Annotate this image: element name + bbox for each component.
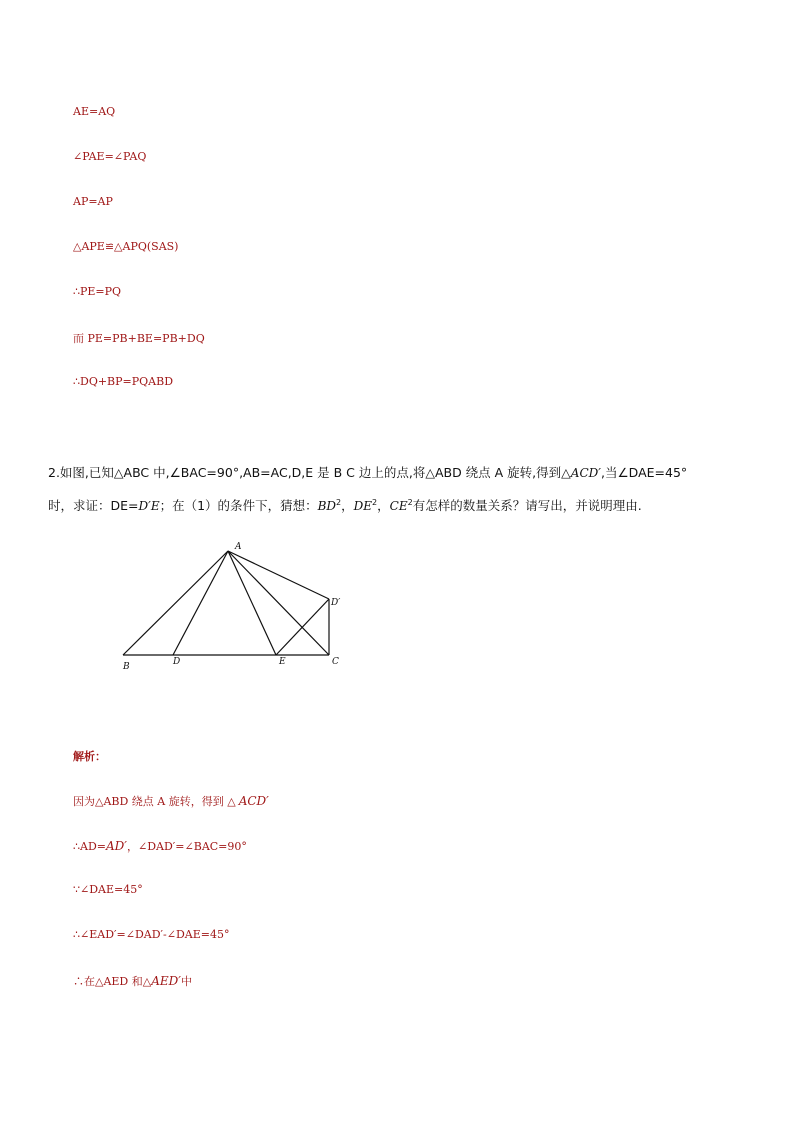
proof-line-5: ∴PE=PQ (73, 285, 122, 298)
problem-line-2: 时，求证：DE=D′E；在（1）的条件下，猜想：$BD^2$，$DE^2$，$CE^2$有怎样的数量关系？请写出，并说明理由. (48, 497, 642, 513)
segment-AC (228, 551, 329, 655)
segment-AD-prime (228, 551, 329, 599)
proof-line-3: AP=AP (73, 195, 113, 208)
segment-AB (123, 551, 228, 655)
proof-line-2: ∠PAE=∠PAQ (73, 150, 147, 163)
label-C: C (332, 657, 339, 667)
geometry-figure (118, 538, 358, 678)
analysis-line-2: ∴AD=AD′，∠DAD′=∠BAC=90° (73, 839, 247, 853)
label-E: E (279, 657, 286, 667)
proof-line-6: 而 PE=PB+BE=PB+DQ (73, 332, 205, 345)
problem-line-1: 2.如图,已知△ABC 中,∠BAC=90°,AB=AC,D,E 是 B C 边上的点,将△ABD 绕点 A 旋转,得到△ACD′,当∠DAE=45° (48, 465, 688, 480)
analysis-line-5: ∴在△AED 和△AED′中 (73, 974, 192, 988)
label-A: A (235, 542, 242, 552)
label-B: B (123, 662, 130, 672)
proof-line-4: △APE≌△APQ(SAS) (73, 240, 179, 253)
proof-line-1: AE=AQ (73, 105, 116, 118)
proof-line-7: ∴DQ+BP=PQABD (73, 375, 174, 388)
label-D: D (173, 657, 181, 667)
segment-AD (173, 551, 228, 655)
label-D-prime: D′ (331, 598, 341, 608)
analysis-title: 解析： (73, 750, 106, 763)
analysis-line-4: ∴∠EAD′=∠DAD′-∠DAE=45° (73, 928, 230, 941)
analysis-line-3: ∵∠DAE=45° (73, 883, 143, 896)
segment-AE (228, 551, 276, 655)
analysis-line-1: 因为△ABD 绕点 A 旋转，得到 △ ACD′ (73, 794, 269, 808)
